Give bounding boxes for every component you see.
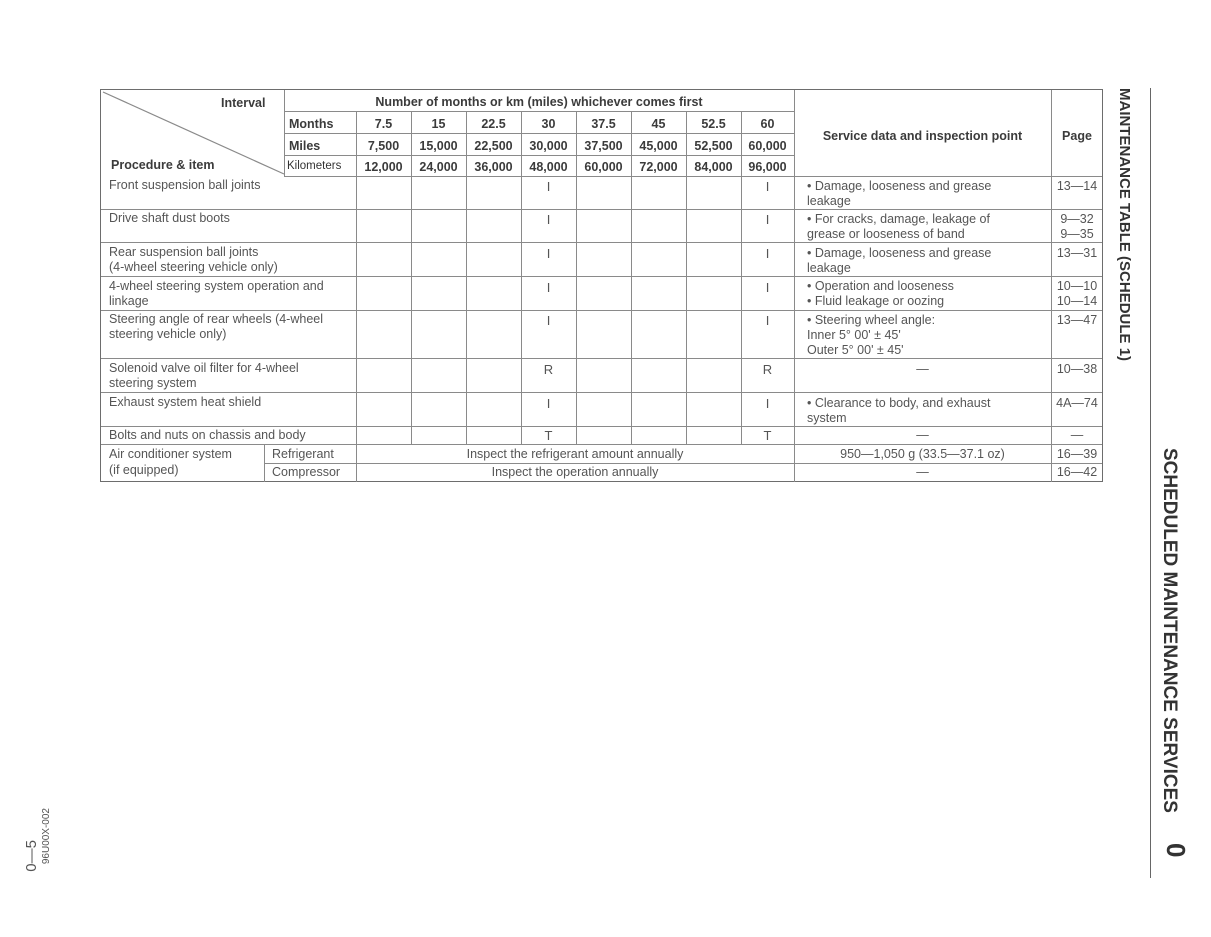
interval-mark-30: I <box>546 313 551 328</box>
item-label: steering system <box>109 376 197 390</box>
item-label: (if equipped) <box>109 463 179 477</box>
service-point: • Damage, looseness and grease <box>807 179 992 193</box>
miles-value: 60,000 <box>748 139 787 153</box>
interval-mark-60: I <box>765 396 770 411</box>
table-title: MAINTENANCE TABLE (SCHEDULE 1) <box>1116 88 1133 362</box>
item-label: Drive shaft dust boots <box>109 211 230 225</box>
margin-rule <box>1150 88 1151 878</box>
corner-interval-label: Interval <box>221 96 266 110</box>
interval-mark-60: T <box>763 428 772 443</box>
service-point: Inner 5° 00' ± 45' <box>807 328 901 342</box>
km-value: 24,000 <box>419 160 458 174</box>
miles-value: 7,500 <box>367 139 400 153</box>
interval-mark-30: I <box>546 179 551 194</box>
interval-mark-30: R <box>543 362 554 377</box>
interval-mark-30: I <box>546 280 551 295</box>
interval-mark-30: T <box>544 428 553 443</box>
row-label-miles: Miles <box>289 139 321 153</box>
interval-mark-60: I <box>765 280 770 295</box>
item-label: Air conditioner system <box>109 447 232 461</box>
page-ref: 13—14 <box>1056 179 1098 193</box>
service-point: leakage <box>807 261 851 275</box>
item-label: 4-wheel steering system operation and <box>109 279 324 293</box>
item-label: Steering angle of rear wheels (4-wheel <box>109 312 324 326</box>
interval-mark-30: I <box>546 246 551 261</box>
interval-mark-60: R <box>762 362 773 377</box>
interval-mark-60: I <box>765 246 770 261</box>
service-point: — <box>916 465 929 479</box>
miles-value: 15,000 <box>419 139 458 153</box>
page-number: 0—5 <box>23 840 40 872</box>
item-label: Bolts and nuts on chassis and body <box>109 428 306 442</box>
service-point: — <box>916 362 929 376</box>
page-ref: 16—39 <box>1056 447 1098 461</box>
ac-sub-label-refrigerant: Refrigerant <box>272 447 334 461</box>
months-value: 22.5 <box>481 117 506 131</box>
miles-value: 52,500 <box>694 139 733 153</box>
ac-interval-note: Inspect the refrigerant amount annually <box>466 447 684 461</box>
service-point: system <box>807 411 847 425</box>
item-label: Exhaust system heat shield <box>109 395 262 409</box>
service-point: • Clearance to body, and exhaust <box>807 396 991 410</box>
service-point: • Operation and looseness <box>807 279 954 293</box>
km-value: 72,000 <box>639 160 678 174</box>
km-value: 60,000 <box>584 160 623 174</box>
page-ref: 13—47 <box>1056 313 1098 327</box>
interval-mark-30: I <box>546 212 551 227</box>
service-point: • Fluid leakage or oozing <box>807 294 945 308</box>
service-point: • Damage, looseness and grease <box>807 246 992 260</box>
section-title: SCHEDULED MAINTENANCE SERVICES <box>1159 448 1180 813</box>
service-header: Service data and inspection point <box>822 129 1023 143</box>
service-point: 950—1,050 g (33.5—37.1 oz) <box>840 447 1005 461</box>
km-value: 48,000 <box>529 160 568 174</box>
interval-mark-30: I <box>546 396 551 411</box>
service-point: leakage <box>807 194 851 208</box>
miles-value: 37,500 <box>584 139 623 153</box>
miles-value: 45,000 <box>639 139 678 153</box>
page-ref: 13—31 <box>1056 246 1098 260</box>
months-value: 60 <box>760 117 775 131</box>
ac-sub-label-compressor: Compressor <box>272 465 341 479</box>
service-point: grease or looseness of band <box>807 227 965 241</box>
page-ref: — <box>1070 428 1084 442</box>
row-label-km: Kilometers <box>287 160 342 172</box>
page-ref: 16—42 <box>1056 465 1098 479</box>
item-label: Solenoid valve oil filter for 4-wheel <box>109 361 299 375</box>
item-label: linkage <box>109 294 149 308</box>
page-ref: 10—38 <box>1056 362 1098 376</box>
km-value: 84,000 <box>694 160 733 174</box>
page-ref: 4A—74 <box>1056 396 1098 410</box>
months-value: 30 <box>541 117 556 131</box>
service-point: • For cracks, damage, leakage of <box>807 212 990 226</box>
maintenance-table <box>100 89 1103 482</box>
interval-mark-60: I <box>765 212 770 227</box>
interval-mark-60: I <box>765 179 770 194</box>
km-value: 96,000 <box>748 160 787 174</box>
interval-caption: Number of months or km (miles) whichever comes first <box>375 95 703 109</box>
months-value: 37.5 <box>591 117 616 131</box>
service-point: • Steering wheel angle: <box>807 313 936 327</box>
miles-value: 30,000 <box>529 139 568 153</box>
row-label-months: Months <box>289 117 334 131</box>
interval-mark-60: I <box>765 313 770 328</box>
service-point: Outer 5° 00' ± 45' <box>807 343 904 357</box>
item-label: Rear suspension ball joints <box>109 245 259 259</box>
corner-procedure-label: Procedure & item <box>111 158 215 172</box>
page-header: Page <box>1062 129 1092 143</box>
item-label: Front suspension ball joints <box>109 178 261 192</box>
item-label: (4-wheel steering vehicle only) <box>109 260 278 274</box>
section-number: 0 <box>1161 843 1191 858</box>
months-value: 7.5 <box>374 117 393 131</box>
months-value: 15 <box>431 117 446 131</box>
footer-code: 96U00X-002 <box>41 808 52 865</box>
page-ref: 10—14 <box>1056 294 1098 308</box>
months-value: 45 <box>651 117 666 131</box>
item-label: steering vehicle only) <box>109 327 227 341</box>
months-value: 52.5 <box>701 117 726 131</box>
page-ref: 9—32 <box>1060 212 1094 226</box>
ac-interval-note: Inspect the operation annually <box>491 465 659 479</box>
service-point: — <box>916 428 929 442</box>
miles-value: 22,500 <box>474 139 513 153</box>
page-ref: 9—35 <box>1060 227 1094 241</box>
km-value: 36,000 <box>474 160 513 174</box>
km-value: 12,000 <box>364 160 403 174</box>
page-ref: 10—10 <box>1056 279 1098 293</box>
